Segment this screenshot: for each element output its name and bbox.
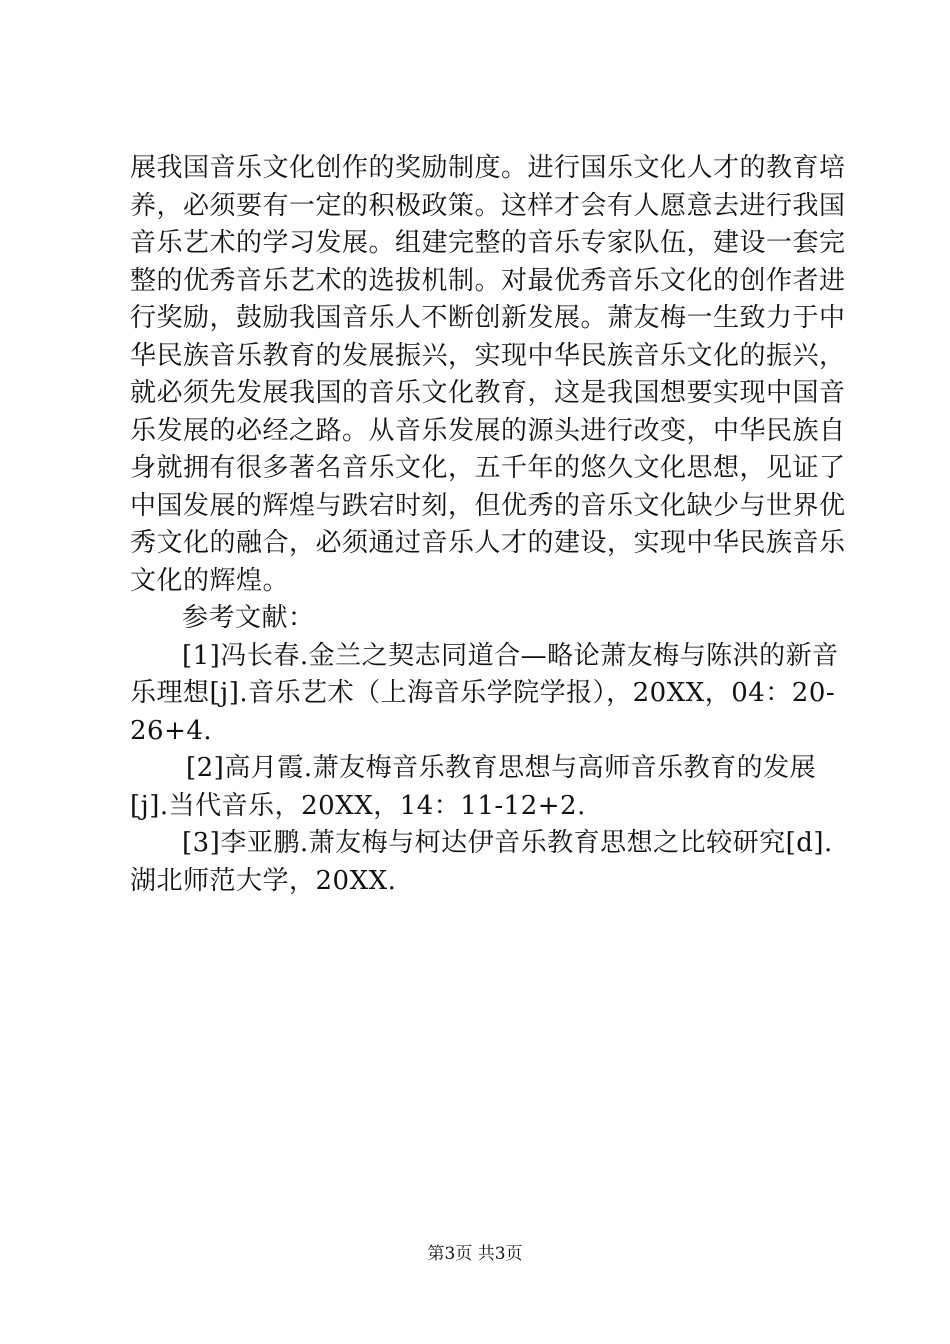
body-line: 就必须先发展我国的音乐文化教育，这是我国想要实现中国音 <box>130 378 846 408</box>
body-line: 文化的辉煌。 <box>130 565 290 596</box>
body-line: 展我国音乐文化创作的奖励制度。进行国乐文化人才的教育培 <box>130 153 846 183</box>
body-line: 整的优秀音乐艺术的选拔机制。对最优秀音乐文化的创作者进 <box>130 265 846 296</box>
body-line: 中国发展的辉煌与跌宕时刻，但优秀的音乐文化缺少与世界优 <box>130 490 846 521</box>
references-heading: 参考文献： <box>182 603 315 633</box>
body-line: 音乐艺术的学习发展。组建完整的音乐专家队伍，建设一套完 <box>130 228 846 258</box>
reference-line: [2]高月霞.萧友梅音乐教育思想与高师音乐教育的发展 <box>186 753 817 783</box>
body-line: 身就拥有很多著名音乐文化，五千年的悠久文化思想，见证了 <box>130 453 846 483</box>
body-line: 行奖励，鼓励我国音乐人不断创新发展。萧友梅一生致力于中 <box>130 303 846 333</box>
page-footer: 第3页 共3页 <box>427 1244 523 1264</box>
body-line: 养，必须要有一定的积极政策。这样才会有人愿意去进行我国 <box>130 190 846 221</box>
reference-line: 湖北师范大学，20XX. <box>130 865 397 896</box>
reference-line: 26+4. <box>130 715 213 746</box>
reference-line: [j].当代音乐，20XX，14：11-12+2. <box>130 790 586 821</box>
body-line: 秀文化的融合，必须通过音乐人才的建设，实现中华民族音乐 <box>130 528 846 558</box>
document-body <box>130 150 846 900</box>
body-line: 华民族音乐教育的发展振兴，实现中华民族音乐文化的振兴， <box>130 340 846 371</box>
reference-line: 乐理想[j].音乐艺术（上海音乐学院学报），20XX，04：20- <box>130 678 836 708</box>
reference-line: [1]冯长春.金兰之契志同道合—略论萧友梅与陈洪的新音 <box>182 640 839 671</box>
body-line: 乐发展的必经之路。从音乐发展的源头进行改变，中华民族自 <box>130 415 846 446</box>
reference-line: [3]李亚鹏.萧友梅与柯达伊音乐教育思想之比较研究[d]. <box>182 828 833 858</box>
